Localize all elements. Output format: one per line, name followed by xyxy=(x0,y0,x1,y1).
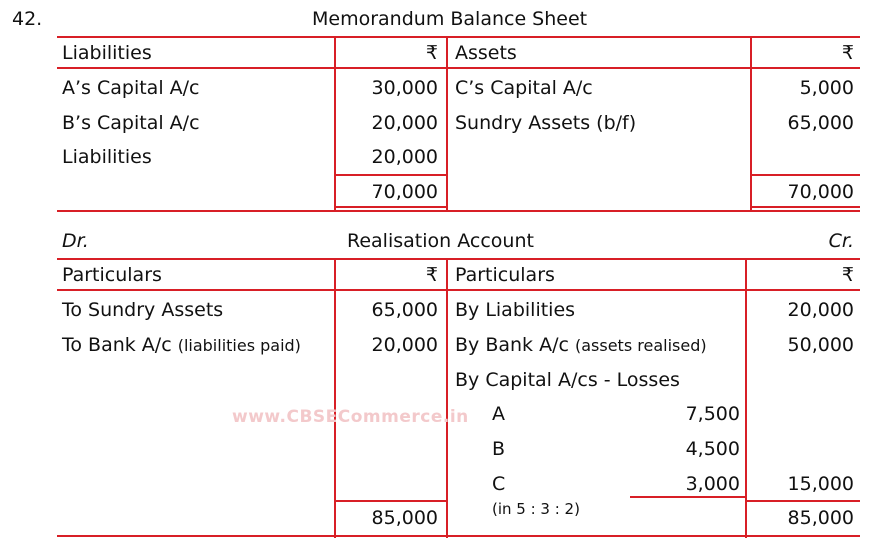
ra-losses-label: By Capital A/cs - Losses xyxy=(455,369,680,391)
bs-header-rule xyxy=(57,67,860,69)
ra-rupee-right: ₹ xyxy=(841,264,854,286)
bs-asset-amount: 5,000 xyxy=(799,77,854,99)
question-number: 42. xyxy=(12,8,43,30)
ra-losses-total: 15,000 xyxy=(787,473,854,495)
ra-ratio-note: (in 5 : 3 : 2) xyxy=(492,500,580,518)
bs-asset-amount: 65,000 xyxy=(787,112,854,134)
ra-credit-amount: 50,000 xyxy=(787,334,854,356)
ra-debit-label xyxy=(62,334,301,357)
ra-col-divider-1 xyxy=(334,258,336,538)
bs-liability-label: Liabilities xyxy=(62,146,152,168)
ra-debit-amount: 65,000 xyxy=(371,299,438,321)
watermark: www.CBSECommerce.in xyxy=(232,407,469,427)
bs-assets-header: Assets xyxy=(455,42,517,64)
bs-total-right: 70,000 xyxy=(787,181,854,203)
ra-col-divider-3 xyxy=(745,258,747,538)
bs-asset-label: C’s Capital A/c xyxy=(455,77,593,99)
ra-loss-amount: 4,500 xyxy=(685,438,740,460)
ra-top-rule xyxy=(57,258,860,260)
ra-credit-label xyxy=(455,334,707,357)
ra-debit-label xyxy=(62,299,223,321)
ra-losses-subtotal-rule xyxy=(630,496,745,498)
bs-total-underline-right xyxy=(750,206,860,208)
ra-credit-amount: 20,000 xyxy=(787,299,854,321)
realisation-title: Realisation Account xyxy=(347,230,534,252)
ra-loss-partner: B xyxy=(492,438,506,460)
bs-liabilities-header: Liabilities xyxy=(62,42,152,64)
ra-header-rule xyxy=(57,289,860,291)
ra-loss-partner: A xyxy=(492,403,505,425)
ra-bottom-rule xyxy=(57,535,860,537)
ra-debit-amount: 20,000 xyxy=(371,334,438,356)
ra-credit-label-main: By Liabilities xyxy=(455,299,576,321)
bs-top-rule xyxy=(57,36,860,38)
ra-loss-partner: C xyxy=(492,473,506,495)
bs-col-divider-2 xyxy=(446,36,448,212)
bs-col-divider-3 xyxy=(750,36,752,212)
ra-rupee-left: ₹ xyxy=(425,264,438,286)
ra-total-rule-right xyxy=(745,500,860,502)
bs-liability-amount: 30,000 xyxy=(371,77,438,99)
ra-total-left: 85,000 xyxy=(371,507,438,529)
ra-particulars-header-right: Particulars xyxy=(455,264,555,286)
ra-credit-label xyxy=(455,299,575,321)
dr-label: Dr. xyxy=(62,230,89,252)
ra-particulars-header-left: Particulars xyxy=(62,264,162,286)
bs-rupee-left: ₹ xyxy=(425,42,438,64)
bs-total-rule-left xyxy=(334,174,448,176)
ra-loss-amount: 7,500 xyxy=(685,403,740,425)
bs-asset-label: Sundry Assets (b/f) xyxy=(455,112,637,134)
ra-debit-label-main: To Sundry Assets xyxy=(62,299,224,321)
ra-credit-label-main: By Bank A/c xyxy=(455,334,569,356)
bs-rupee-right: ₹ xyxy=(841,42,854,64)
ra-debit-note: (liabilities paid) xyxy=(177,336,301,355)
ra-debit-label-main: To Bank A/c xyxy=(62,334,172,356)
bs-col-divider-1 xyxy=(334,36,336,212)
ra-col-divider-2 xyxy=(446,258,448,538)
bs-total-left: 70,000 xyxy=(371,181,438,203)
ra-loss-amount: 3,000 xyxy=(685,473,740,495)
bs-liability-label: B’s Capital A/c xyxy=(62,112,200,134)
bs-liability-label: A’s Capital A/c xyxy=(62,77,200,99)
bs-liability-amount: 20,000 xyxy=(371,112,438,134)
balance-sheet-title: Memorandum Balance Sheet xyxy=(312,8,588,30)
bs-liability-amount: 20,000 xyxy=(371,146,438,168)
bs-total-rule-right xyxy=(750,174,860,176)
bs-total-underline-left xyxy=(334,206,448,208)
ra-total-right: 85,000 xyxy=(787,507,854,529)
ra-credit-note: (assets realised) xyxy=(574,336,707,355)
cr-label: Cr. xyxy=(828,230,854,252)
bs-bottom-rule xyxy=(57,210,860,212)
ra-total-rule-left xyxy=(334,500,448,502)
